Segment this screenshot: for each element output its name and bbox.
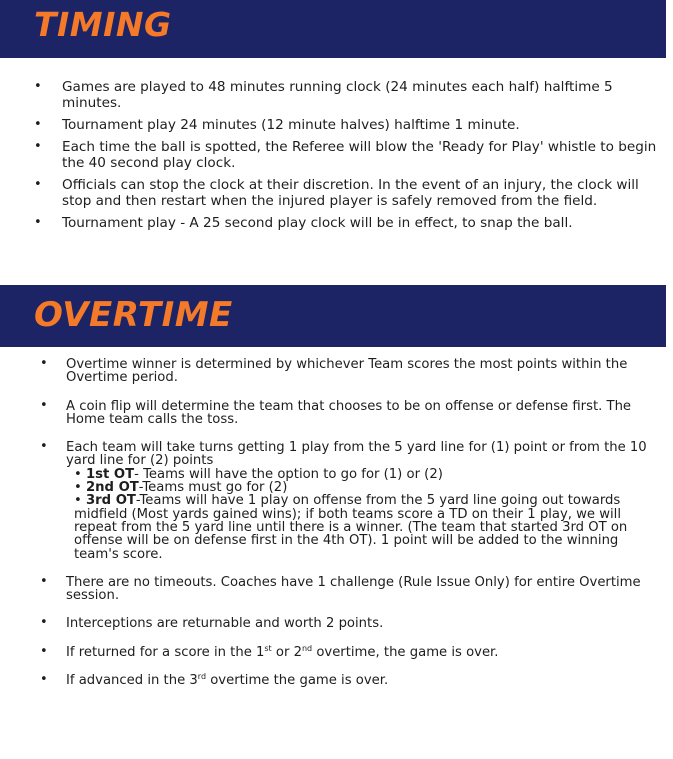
list-item: • Overtime winner is determined by whichever Team scores the most points within the Overtime period. xyxy=(40,356,628,386)
timing-rules-list xyxy=(34,79,666,237)
list-item: • If returned for a score in the 1st or 2nd overtime, the game is over. xyxy=(40,643,499,660)
list-item: • If advanced in the 3rd overtime the game is over. xyxy=(40,672,389,689)
timing-banner xyxy=(0,0,666,58)
bullet-icon: • xyxy=(40,439,48,455)
overtime-banner xyxy=(0,285,666,347)
bullet-icon: • xyxy=(40,573,48,589)
bullet-icon: • xyxy=(40,643,48,659)
ot-rule-2nd: • 2nd OT-Teams must go for (2) xyxy=(74,480,288,496)
bullet-icon: • xyxy=(40,397,48,413)
list-item: • Each team will take turns getting 1 play from the 5 yard line for (1) point or from the 10 yard line for (2) points • 1st OT- Teams will have the option to go for (1) or (2) • 2nd OT-Teams must go for (2) • 3rd OT-Teams will have 1 play on offense from the 5 yard line going out towards midfield (Most yards gained wins); if both teams score a TD on their 1 play, we will repeat from the 5 yard line until there is a winner. (The team that started 3rd OT on offense will be on defense first in the 4th OT). 1 point will be added to the winning team's score. xyxy=(40,441,666,561)
bullet-icon: • xyxy=(34,215,42,230)
list-item: • A coin flip will determine the team that chooses to be on offense or defense first. The Home team calls the toss. xyxy=(40,397,632,427)
list-item: • Tournament play - A 25 second play clock will be in effect, to snap the ball. xyxy=(34,215,573,231)
ot-rule-1st: • 1st OT- Teams will have the option to go for (1) or (2) xyxy=(74,466,443,482)
bullet-icon: • xyxy=(40,356,48,371)
ot-rule-3rd: • 3rd OT-Teams will have 1 play on offense from the 5 yard line going out towards midfield (Most yards gained wins); if both teams score a TD on their 1 play, we will repeat from the 5 yard line until there is a winner. (The team that started 3rd OT on offense will be on defense first in the 4th OT). 1 point will be added to the winning team's score. xyxy=(74,493,628,562)
overtime-rules-list xyxy=(40,358,666,702)
list-item: • Games are played to 48 minutes running clock (24 minutes each half) halftime 5 minutes. xyxy=(34,79,613,111)
timing-heading: TIMING xyxy=(34,5,172,44)
list-item: • There are no timeouts. Coaches have 1 challenge (Rule Issue Only) for entire Overtime session. xyxy=(40,573,641,604)
bullet-icon: • xyxy=(34,177,42,192)
list-item: • Interceptions are returnable and worth 2 points. xyxy=(40,615,384,632)
overtime-heading: OVERTIME xyxy=(34,295,233,335)
list-item: • Tournament play 24 minutes (12 minute halves) halftime 1 minute. xyxy=(34,117,520,133)
bullet-icon: • xyxy=(34,139,42,154)
list-item: • Each time the ball is spotted, the Referee will blow the 'Ready for Play' whistle to begin the 40 second play clock. xyxy=(34,139,657,171)
bullet-icon: • xyxy=(34,117,42,132)
bullet-icon: • xyxy=(40,672,48,688)
bullet-icon: • xyxy=(40,615,48,631)
list-item: • Officials can stop the clock at their discretion. In the event of an injury, the clock will stop and then restart when the injured player is safely removed from the field. xyxy=(34,177,639,209)
bullet-icon: • xyxy=(34,79,42,94)
